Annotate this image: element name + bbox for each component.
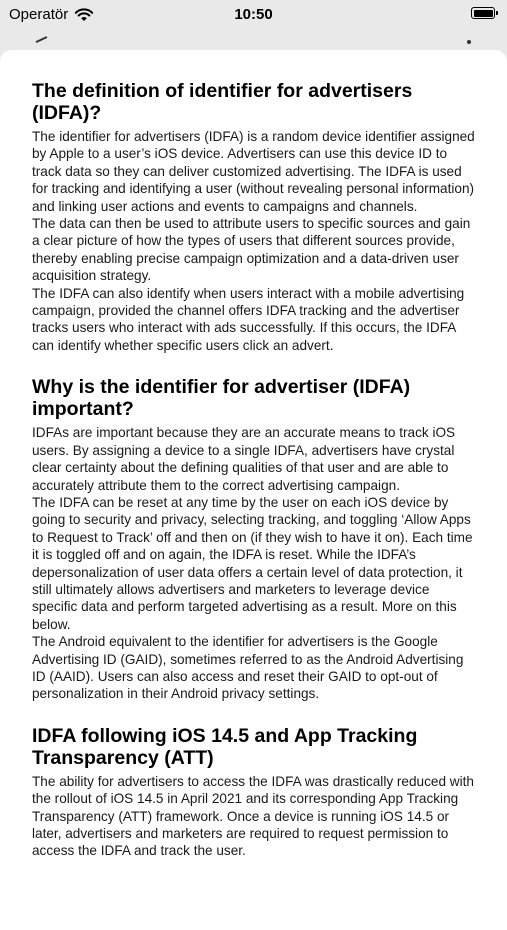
section-paragraph: The Android equivalent to the identifier for advertisers is the Google Advertising ID (GAID), sometimes referred to as the Android Advertising ID (AAID). Users can also access and reset their GAID to opt-out of personalization in their Android privacy settings. <box>32 634 464 702</box>
carrier-name: Operatör <box>9 6 69 23</box>
clock: 10:50 <box>234 6 273 23</box>
section-paragraph: IDFAs are important because they are an accurate means to track iOS users. By assigning a device to a single IDFA, advertisers have crystal clear certainty about the defining qualities of that user and are able to accurately attribute them to the correct advertising campaign. <box>32 425 456 493</box>
section-paragraph: The identifier for advertisers (IDFA) is a random device identifier assigned by Apple to a user’s iOS device. Advertisers can use this device ID to track data so they can deliver customized advertising. The IDFA is used for tracking and identifying a user (without revealing personal information) and linking user actions and events to campaigns and channels. <box>32 129 475 214</box>
section-paragraph: The ability for advertisers to access the IDFA was drastically reduced with the rollout of iOS 14.5 in April 2021 and its corresponding App Tracking Transparency (ATT) framework. Once a device is running iOS 14.5 or later, advertisers and marketers are required to request permission to access the IDFA and track the user. <box>32 773 474 859</box>
battery-icon <box>471 7 495 19</box>
content-sheet <box>0 50 507 930</box>
section-paragraph: The data can then be used to attribute users to specific sources and gain a clear picture of how the types of users that different sources provide, thereby enabling precise campaign optimization and a data-driven user acquisition strategy. <box>32 216 471 284</box>
section-idfa-definition <box>32 80 478 354</box>
section-paragraph: The IDFA can be reset at any time by the user on each iOS device by going to security and privacy, selecting tracking, and toggling ‘Allow Apps to Request to Track’ off and then on (if they wish to have it on). Each time it is toggled off and on again, the IDFA is reset. While the IDFA’s depersonalization of user data offers a certain level of data protection, it still ultimately allows advertisers and marketers to leverage device specific data and perform targeted advertising as a result. More on this below. <box>32 494 473 632</box>
section-heading: IDFA following iOS 14.5 and App Tracking Transparency (ATT) <box>32 724 418 769</box>
section-idfa-ios145 <box>32 725 478 860</box>
section-paragraph: The IDFA can also identify when users interact with a mobile advertising campaign, provided the channel offers IDFA tracking and the advertiser tracks users who interact with ads successfully. If this occurs, the IDFA can identify whether specific users click an advert. <box>32 285 465 353</box>
section-heading: Why is the identifier for advertiser (IDFA) important? <box>32 376 411 421</box>
section-idfa-importance <box>32 376 478 703</box>
status-bar <box>0 0 507 30</box>
section-heading: The definition of identifier for advertisers (IDFA)? <box>32 80 413 124</box>
more-options-icon[interactable] <box>467 40 471 44</box>
article-content <box>32 80 478 882</box>
